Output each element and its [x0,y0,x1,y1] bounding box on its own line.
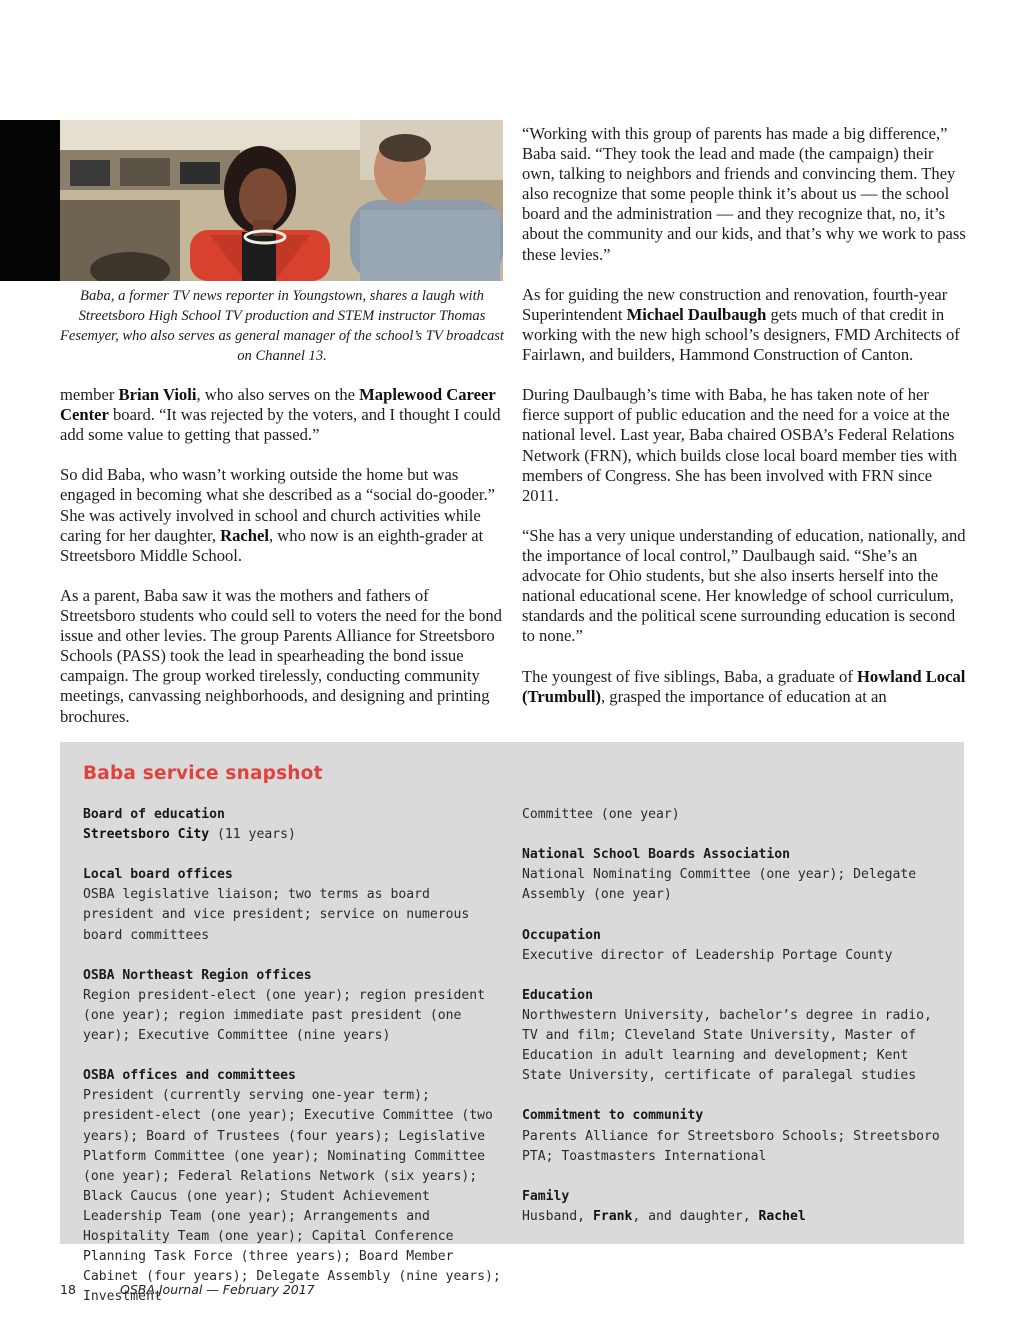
section-community [522,1106,950,1166]
name-maplewood: Maplewood Career Center [60,385,496,425]
section-body: Northwestern University, bachelor’s degree in radio, TV and film; Cleveland State University, Master of Education in adult learning and development; Kent State University, certificate of paralegal studies [522,1007,932,1084]
section-body: Executive director of Leadership Portage County [522,947,893,963]
section-occupation [522,926,950,966]
text-run: (11 years) [209,827,296,843]
section-body [83,825,503,845]
name-brian-violi: Brian Violi [118,385,197,404]
section-offices [83,1066,503,1307]
paragraph: “She has a very unique understanding of education, nationally, and the importance of local control,” Daulbaugh said. “She’s an advocate for Ohio students, but she also inserts herself into the national educational scene. Her knowledge of school curriculum, standards and the political scene surrounding education is second to none.” [522,525,966,646]
photo-edge [0,120,60,281]
text-run: , and daughter, [632,1208,759,1224]
section-region [83,966,503,1046]
section-body: National Nominating Committee (one year); Delegate Assembly (one year) [522,867,917,903]
name-frank: Frank [592,1208,633,1224]
section-body [522,1207,950,1227]
text-run: board. “It was rejected by the voters, and I thought I could add some value to getting that passed.” [60,405,501,445]
text-run: , who also serves on the [196,385,360,404]
left-column [60,385,504,727]
paragraph: During Daulbaugh’s time with Baba, he has taken note of her fierce support of public education and the need for a voice at the national level. Last year, Baba chaired OSBA’s Federal Relations Network (FRN), which builds close local board member ties with members of Congress. She has been involved with FRN since 2011. [522,385,958,505]
section-heading: National School Boards Association [522,847,791,863]
section-heading: Occupation [522,927,601,943]
snapshot-left-column [83,805,503,1327]
snapshot-title: Baba service snapshot [83,763,323,784]
paragraph: As a parent, Baba saw it was the mothers and fathers of Streetsboro students who could sell to voters the need for the bond issue and other levies. The group Parents Alliance for Streetsboro Schools (PASS) took the lead in spearheading the bond issue campaign. The group worked tirelessly, conducting community meetings, canvassing neighborhoods, and designing and printing brochures. [60,585,502,726]
text-run: gets much of that credit in working with the new high school’s designers, FMD Architects of Fairlawn, and builders, Hammond Construction of Canton. [522,304,960,365]
name-howland: Howland Local (Trumbull) [522,666,966,706]
section-offices-cont [522,805,950,825]
section-body: Region president-elect (one year); region president (one year); region immediate past president (one year); Executive Committee (nine years) [83,987,486,1044]
text-run: , grasped the importance of education at an [600,686,887,706]
section-education [522,986,950,1086]
snapshot-right-column [522,805,950,1247]
right-column [522,124,966,707]
section-heading: Local board offices [83,867,233,883]
section-body: Committee (one year) [522,807,680,822]
name-daulbaugh: Michael Daulbaugh [626,304,767,324]
text-run: The youngest of five siblings, Baba, a graduate of [522,666,858,686]
text-run: , who now is an eighth-grader at Streetsboro Middle School. [60,525,484,565]
section-family [522,1187,950,1227]
section-board [83,805,503,845]
photo-caption: Baba, a former TV news reporter in Youngstown, shares a laugh with Streetsboro High School TV production and STEM instructor Thomas Fesemyer, who also serves as general manager of the school’s TV broadcast on Channel 13. [60,288,504,364]
section-heading: Family [522,1188,570,1204]
text-run: member [60,385,119,404]
photo-image [60,120,503,281]
district-name: Streetsboro City [83,827,210,843]
section-nsba [522,845,950,905]
name-rachel: Rachel [758,1208,806,1224]
paragraph [60,465,504,565]
section-body: OSBA legislative liaison; two terms as board president and vice president; service on numerous board committees [83,887,470,943]
section-heading: Education [522,987,593,1003]
section-local [83,865,503,945]
text-run: As for guiding the new construction and renovation, fourth-year Superintendent [522,284,948,324]
section-body: President (currently serving one-year term); president-elect (one year); Executive Committee (two years); Board of Trustees (four years); Legislative Platform Committee (one year); Nominating Committee (one year); Federal Relations Network (six years); Black Caucus (one year); Student Achievement Leadership Team (one year); Arrangements and Hospitality Team (one year); Capital Conference Planning Task Force (three years); Board Member Cabinet (four years); Delegate Assembly (nine years); Investment [83,1088,501,1305]
paragraph [522,667,966,707]
paragraph [522,285,966,365]
page-number: 18 [60,1282,76,1297]
section-heading: OSBA offices and committees [83,1068,296,1084]
section-heading: Board of education [83,807,225,822]
publication-footer: OSBA Journal — February 2017 [120,1282,315,1297]
section-heading: Commitment to community [522,1108,704,1124]
section-body: Parents Alliance for Streetsboro Schools; Streetsboro PTA; Toastmasters International [522,1128,940,1164]
name-rachel: Rachel [220,525,269,545]
text-run: Husband, [522,1208,593,1224]
article-photo [0,120,503,281]
paragraph: “Working with this group of parents has made a big difference,” Baba said. “They took the lead and made (the campaign) their own, talking to neighbors and friends and convincing them. They also recognize that some people think it’s about us — the school board and the administration — and they recognize that, no, it’s about the community and our kids, and that’s why we work to pass these levies.” [522,124,966,264]
paragraph [60,385,504,445]
text-run: So did Baba, who wasn’t working outside the home but was engaged in becoming what she described as a “social do-gooder.” She was actively involved in school and church activities while caring for her daughter, [60,465,495,545]
section-heading: OSBA Northeast Region offices [83,967,312,983]
